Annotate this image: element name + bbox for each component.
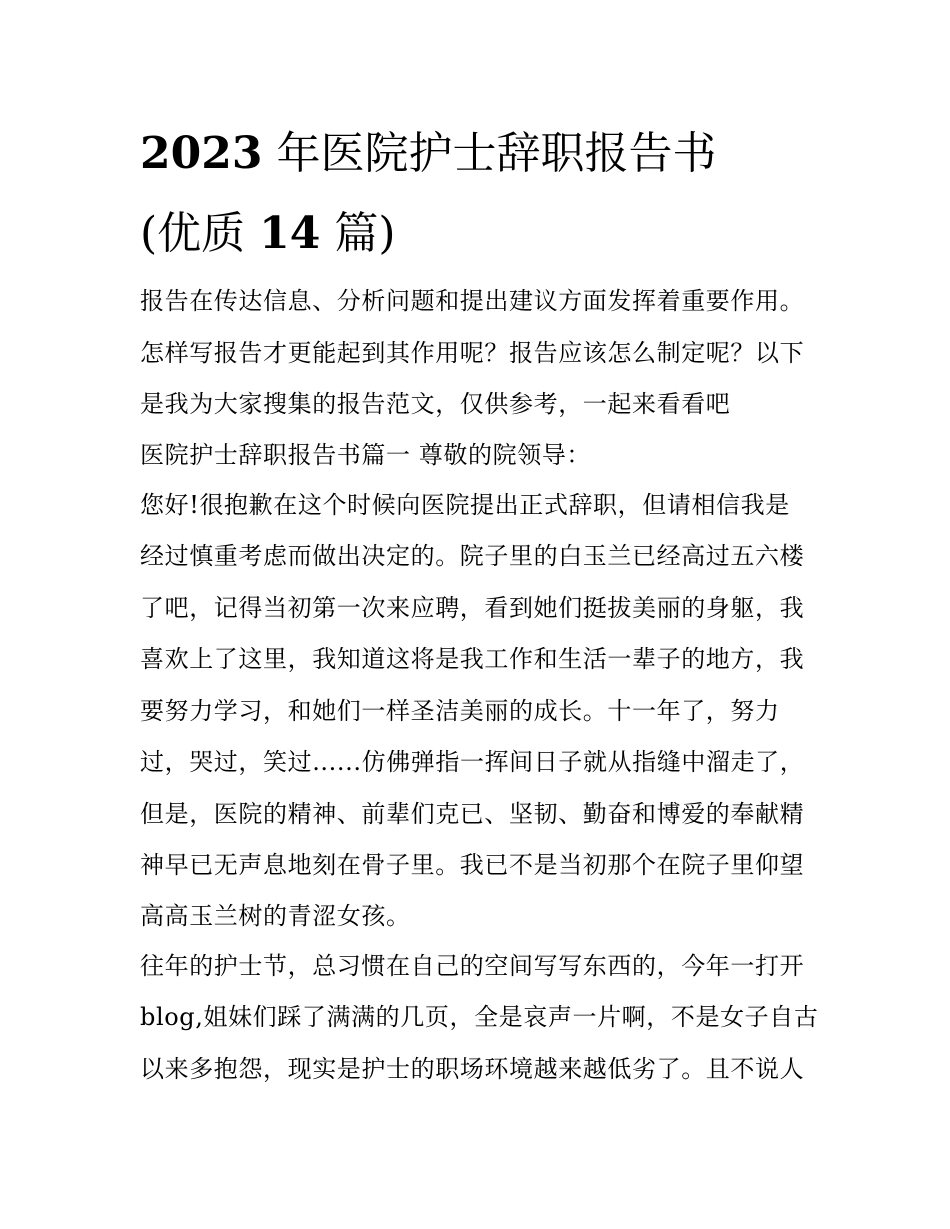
paragraph-line: 过，哭过，笑过......仿佛弹指一挥间日子就从指缝中溜走了， <box>140 748 805 776</box>
paragraph-line: 以来多抱怨，现实是护士的职场环境越来越低劣了。且不说人 <box>140 1054 805 1083</box>
paragraph-line: 是我为大家搜集的报告范文，仅供参考，一起来看看吧 <box>140 390 731 418</box>
paragraph-line: 往年的护士节，总习惯在自己的空间写写东西的，今年一打开 <box>140 951 805 980</box>
document-body <box>140 276 820 1095</box>
paragraph-line: 您好!很抱歉在这个时候向医院提出正式辞职，但请相信我是 <box>140 490 790 519</box>
paragraph-line: 报告在传达信息、分析问题和提出建议方面发挥着重要作用。 <box>140 287 805 315</box>
paragraph-line: 高高玉兰树的青涩女孩。 <box>140 901 411 930</box>
title-line-2: (优质 14 篇) <box>140 208 396 259</box>
paragraph-line: 要努力学习，和她们一样圣洁美丽的成长。十一年了，努力 <box>140 696 780 725</box>
title-line-1: 2023 年医院护士辞职报告书 <box>140 128 717 179</box>
section-heading-line: 医院护士辞职报告书篇一 尊敬的院领导： <box>140 440 592 469</box>
paragraph-line: 怎样写报告才更能起到其作用呢？报告应该怎么制定呢？以下 <box>140 338 805 367</box>
paragraph-line: 喜欢上了这里，我知道这将是我工作和生活一辈子的地方，我 <box>140 645 805 673</box>
paragraph-line: 了吧，记得当初第一次来应聘，看到她们挺拔美丽的身躯，我 <box>140 593 805 622</box>
paragraph-line: 但是，医院的精神、前辈们克已、坚韧、勤奋和博爱的奉献精 <box>140 799 805 828</box>
document-title <box>140 114 820 274</box>
paragraph-line: 经过慎重考虑而做出决定的。院子里的白玉兰已经高过五六楼 <box>140 542 805 570</box>
paragraph-line: 神早已无声息地刻在骨子里。我已不是当初那个在院子里仰望 <box>140 851 805 879</box>
paragraph-line: blog,姐妹们踩了满满的几页，全是哀声一片啊，不是女子自古 <box>140 1003 819 1031</box>
